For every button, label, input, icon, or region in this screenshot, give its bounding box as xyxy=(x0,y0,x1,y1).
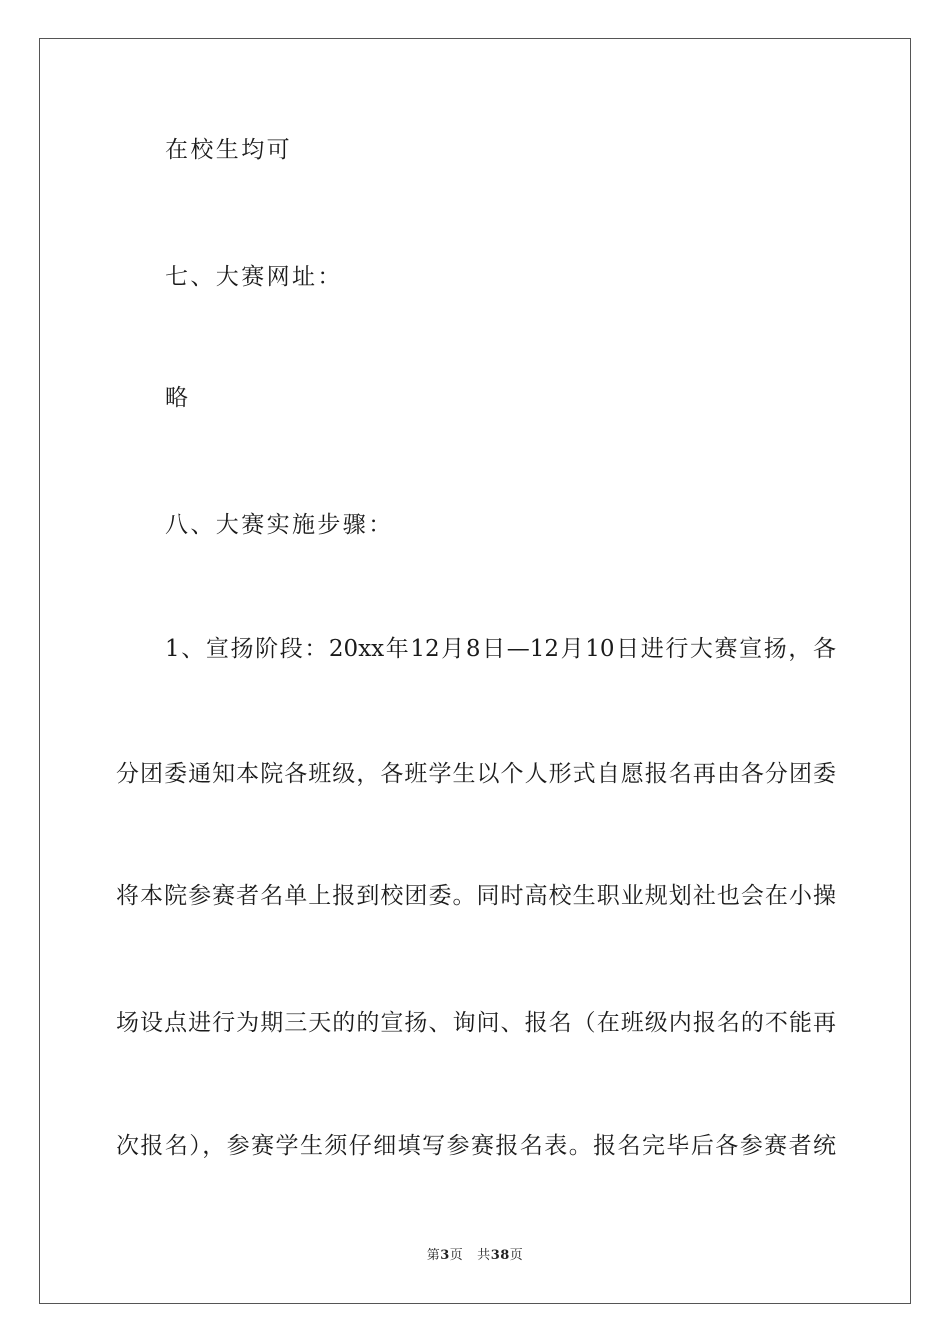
page-total: 38 xyxy=(490,1248,510,1263)
section-heading-steps: 八、大赛实施步骤： xyxy=(165,512,394,538)
page-suffix: 页 xyxy=(449,1248,464,1263)
paragraph-line: 分团委通知本院各班级，各班学生以个人形式自愿报名再由各分团委 xyxy=(116,761,836,787)
paragraph-line: 将本院参赛者名单上报到校团委。同时高校生职业规划社也会在小操 xyxy=(116,883,836,909)
section-heading-website: 七、大赛网址： xyxy=(165,264,343,290)
paragraph-line: 1、宣扬阶段：20xx年12月8日—12月10日进行大赛宣扬，各 xyxy=(165,636,836,662)
page-footer xyxy=(0,1247,950,1265)
page-frame xyxy=(39,38,911,1304)
total-prefix: 共 xyxy=(477,1248,491,1263)
paragraph-line: 场设点进行为期三天的的宣扬、询问、报名（在班级内报名的不能再 xyxy=(116,1010,836,1036)
total-suffix: 页 xyxy=(509,1248,524,1263)
paragraph-line: 在校生均可 xyxy=(165,137,292,163)
paragraph-line: 次报名），参赛学生须仔细填写参赛报名表。报名完毕后各参赛者统 xyxy=(116,1133,836,1159)
page-prefix: 第 xyxy=(426,1248,441,1263)
paragraph-line: 略 xyxy=(165,385,191,411)
page-current: 3 xyxy=(440,1248,450,1263)
